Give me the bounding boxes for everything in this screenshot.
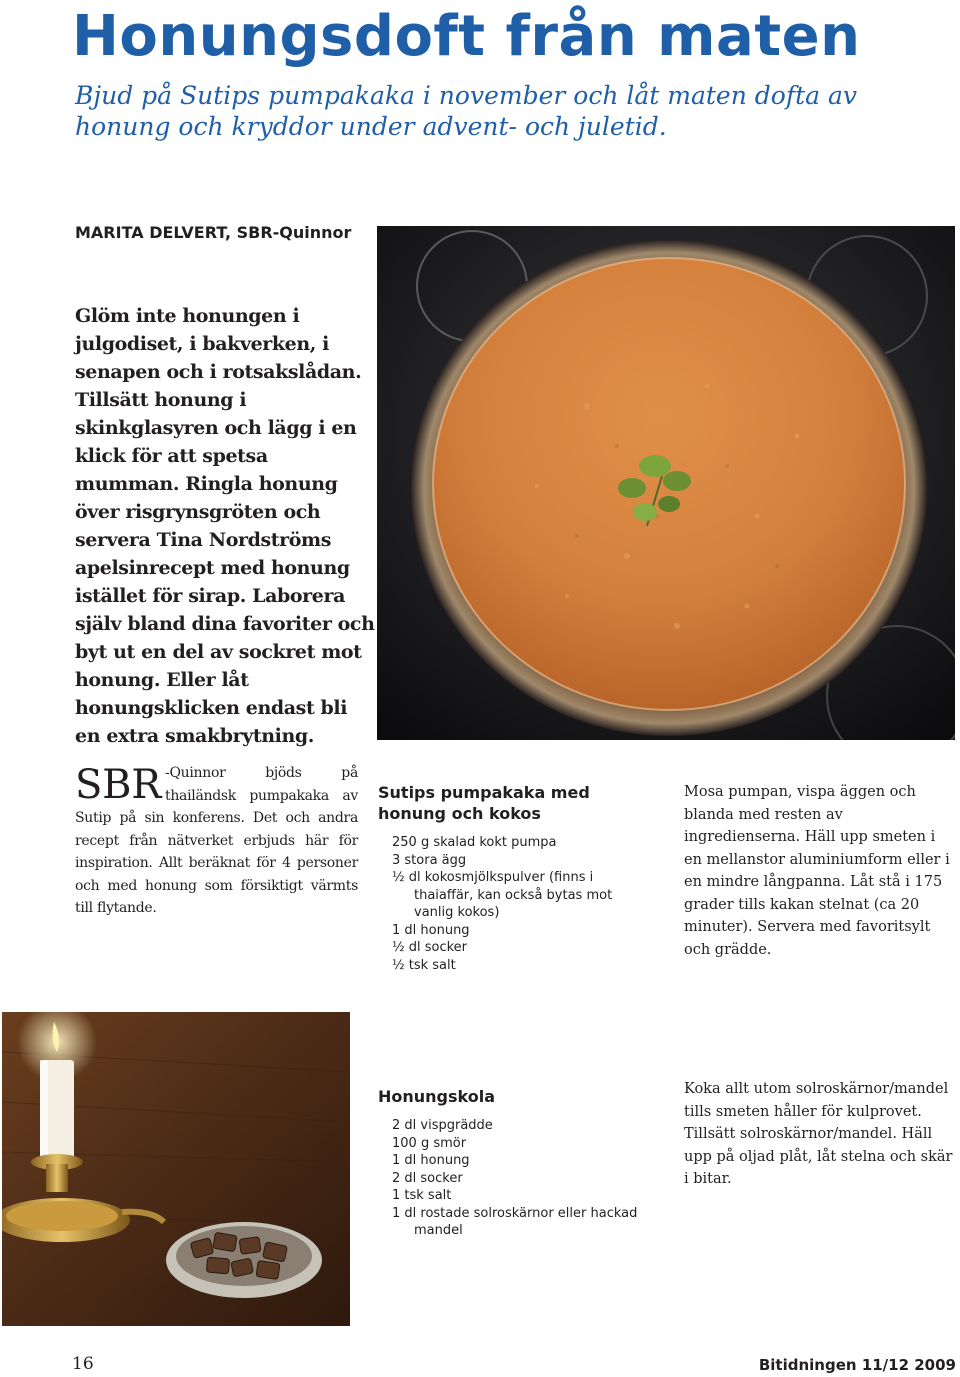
recipe-title: Honungskola (378, 1087, 496, 1106)
ingredient-item: 100 g smör (392, 1135, 467, 1151)
article-subtitle: Bjud på Sutips pumpakaka i november och låt maten dofta av honung och kryddor under advent- och juletid. (75, 81, 857, 141)
intro-paragraph (75, 762, 358, 920)
byline: MARITA DELVERT, SBR-Quinnor (75, 223, 352, 242)
ingredient-item: 3 stora ägg (392, 852, 467, 868)
recipe-pumpakaka (378, 782, 648, 974)
page-number: 16 (72, 1354, 94, 1374)
ingredient-item: 1 tsk salt (392, 1188, 452, 1203)
ingredient-item: ½ dl kokosmjölkspulver (finns i thaiaffär, kan också bytas mot vanlig kokos) (392, 870, 613, 920)
ingredient-item: 1 dl honung (392, 922, 470, 938)
drop-cap: SBR (75, 762, 162, 808)
ingredient-item: ½ dl socker (392, 940, 468, 955)
candle-fudge-photo (2, 1012, 350, 1326)
ingredient-list (392, 1117, 658, 1240)
article-title: Honungsdoft från maten (72, 4, 861, 69)
ingredient-item: 2 dl socker (392, 1170, 463, 1186)
lead-paragraph: Glöm inte honungen i julgodiset, i bakverken, i senapen och i rotsakslådan. Tillsätt honung i skinkglasyren och lägg i en klick för att spetsa mumman. Ringla honung över risgrynsgröten och servera Tina Nordströms apelsinrecept med honung istället för sirap. Laborera själv bland dina favoriter och byt ut en del av sockret mot honung. Eller låt honungsklicken endast bli en extra smakbrytning. (75, 305, 375, 747)
pumpkin-cake-illustration (377, 226, 955, 740)
ingredient-item: 1 dl rostade solroskärnor eller hackad mandel (392, 1205, 638, 1238)
ingredient-item: ½ tsk salt (392, 957, 456, 973)
recipe-method: Mosa pumpan, vispa äggen och blanda med resten av ingredienserna. Häll upp smeten i en mellanstor aluminiumform eller i en mindre långpanna. Låt stå i 175 grader tills kakan stelnat (ca 20 minuter). Servera med favoritsylt och grädde. (684, 784, 950, 958)
ingredient-item: 1 dl honung (392, 1153, 470, 1168)
pumpkin-cake-photo (377, 226, 955, 740)
candle-fudge-illustration (2, 1012, 350, 1326)
recipe-honungskola (378, 1086, 658, 1240)
ingredient-item: 2 dl vispgrädde (392, 1118, 493, 1133)
ingredient-item: 250 g skalad kokt pumpa (392, 835, 557, 850)
ingredient-list (392, 834, 648, 974)
intro-text: -Quinnor bjöds på thailändsk pumpakaka av Sutip på sin konferens. Det och andra recept från nätverket erbjuds här för inspiration. Allt beräknat för 4 personer och med honung som försiktigt värmts till flytande. (75, 765, 358, 916)
magazine-footer: Bitidningen 11/12 2009 (758, 1356, 956, 1374)
recipe-method: Koka allt utom solroskärnor/mandel tills smeten håller för kulprovet. Tillsätt solroskärnor/mandel. Häll upp på oljad plåt, låt stelna och skär i bitar. (684, 1081, 953, 1187)
recipe-title: Sutips pumpakaka med honung och kokos (378, 783, 590, 823)
